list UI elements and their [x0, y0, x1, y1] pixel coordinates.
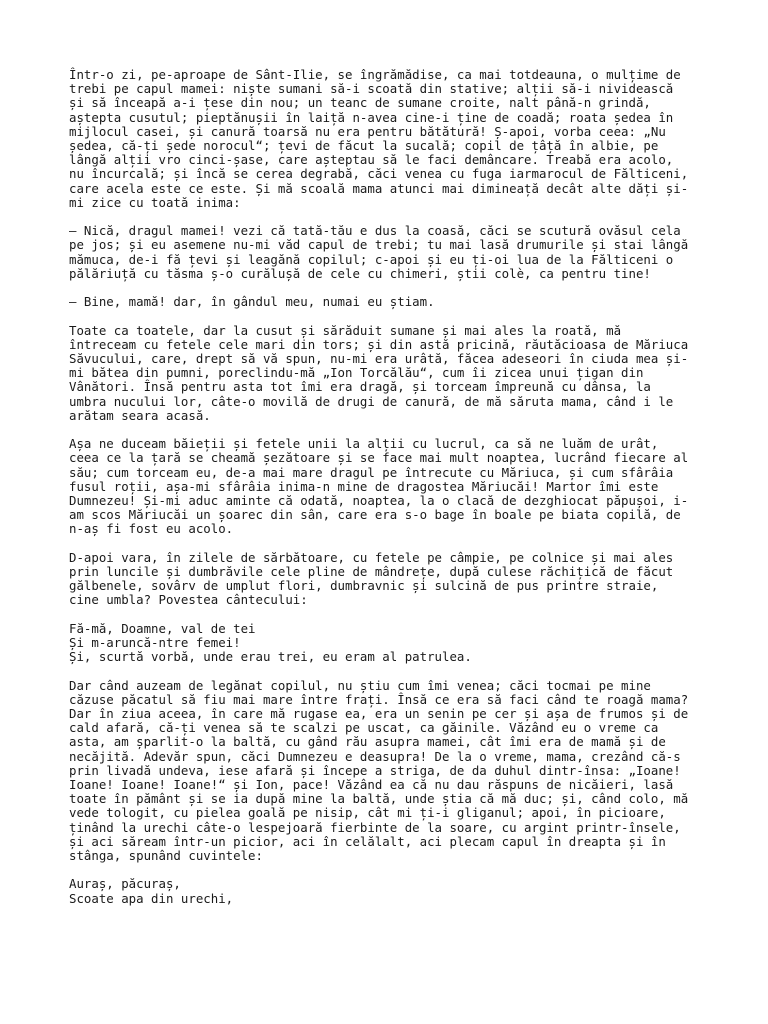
- verse-block-1: [69, 622, 709, 665]
- verse-line: Auraș, păcuraș,: [69, 876, 181, 892]
- verse-block-2: [69, 877, 709, 905]
- verse-line: Și, scurtă vorbă, unde erau trei, eu eram al patrulea.: [69, 649, 472, 665]
- verse-line: Fă-mă, Doamne, val de tei: [69, 620, 256, 636]
- paragraph-3: — Bine, mamă! dar, în gândul meu, numai eu știam.: [69, 294, 435, 310]
- paragraph-4: Toate ca toatele, dar la cusut și sărăduit sumane și mai ales la roată, mă întreceam cu fetele cele mari din tors; și din astă pricină, răutăcioasa de Măriuca Săvucului, care, drept să vă spun, nu-mi era urâtă, făcea adeseori în ciuda mea și- mi bătea din pumni, poreclindu-mă „Ion Torcălău“, cum îi zicea unui țigan din Vânători. Însă pentru asta tot îmi era dragă, și torceam împreună cu dânsa, la umbra nucului lor, câte-o movilă de drugi de canură, de mă săruta mama, când i le arătam seara acasă.: [69, 322, 689, 423]
- paragraph-6: D-apoi vara, în zilele de sărbătoare, cu fetele pe câmpie, pe colnice și mai ales prin luncile și dumbrăvile cele pline de mândrețe, după culese răchițică de făcut gălbenele, sovârv de umplut flori, dumbravnic și sulcină de pus printre straie, cine umbla? Povestea cântecului:: [69, 549, 674, 608]
- paragraph-7: Dar când auzeam de legănat copilul, nu știu cum îmi venea; căci tocmai pe mine căzuse păcatul să fiu mai mare între frați. Însă ce era să faci când te roagă mama? Dar în ziua aceea, în care mă rugase ea, era un senin pe cer și așa de frumos și de cald afară, că-ți venea să te scalzi pe uscat, ca găinile. Văzând eu o vreme ca asta, am șparlit-o la baltă, cu gând rău asupra mamei, cât îmi era de mamă și de necăjită. Adevăr spun, căci Dumnezeu e deasupra! De la o vreme, mama, crezând că-s prin livadă undeva, iese afară și începe a striga, de da duhul dintr-însa: „Ioane! Ioane! Ioane! Ioane!“ și Ion, pace! Văzând ea că nu dau răspuns de nicăieri, lasă toate în pământ și se ia după mine la baltă, unde știa că mă duc; și, când colo, mă vede tologit, cu pielea goală pe nisip, cât mi ți-i gliganul; apoi, în picioare, ținând la urechi câte-o lespejoară fierbinte de la soare, cu argint printr-însele, și aci săream într-un picior, aci în celălalt, aci plecam capul în dreapta și în stânga, spunând cuvintele:: [69, 677, 689, 864]
- verse-line: Scoate apa din urechi,: [69, 890, 234, 906]
- paragraph-1: Într-o zi, pe-aproape de Sânt-Ilie, se îngrămădise, ca mai totdeauna, o mulțime de trebi pe capul mamei: niște sumani să-i scoată din stative; alții să-i nividească și să înceapă a-i țese din nou; un teanc de sumane croite, nalt până-n grindă, aștepta cusutul; pieptănușii în laiță n-avea cine-i ține de coadă; roata ședea în mijlocul casei, și canură toarsă nu era pentru bătătură! Ș-apoi, vorba ceea: „Nu ședea, că-ți șede norocul“; țevi de făcut la sucală; copil de țâță în albie, pe lângă alții vro cinci-șase, care așteptau să le faci demâncare. Treabă era acolo, nu încurcală; și încă se cerea degrabă, căci venea cu fuga iarmarocul de Fălticeni, care acela este ce este. Și mă scoală mama atunci mai dimineață decât alte dăți și- mi zice cu toată inima:: [69, 67, 689, 210]
- document-page: [69, 68, 709, 920]
- verse-line: Și m-aruncă-ntre femei!: [69, 635, 241, 651]
- paragraph-5: Așa ne duceam băieții și fetele unii la alții cu lucrul, ca să ne luăm de urât, ceea ce la țară se cheamă șezătoare și se face mai mult noaptea, lucrând fiecare al său; cum torceam eu, de-a mai mare dragul pe întrecute cu Măriuca, și cum sfârâia fusul roții, așa-mi sfârâia inima-n mine de dragostea Măriucăi! Martor îmi este Dumnezeu! Și-mi aduc aminte că odată, noaptea, la o clacă de dezghiocat păpușoi, i- am scos Măriucăi un șoarec din sân, care era s-o bage în boale pe biata copilă, de n-aș fi fost eu acolo.: [69, 436, 689, 537]
- paragraph-2: — Nică, dragul mamei! vezi că tată-tău e dus la coasă, căci se scutură ovăsul cela pe jos; și eu asemene nu-mi văd capul de trebi; tu mai lasă drumurile și stai lângă mămuca, de-i fă țevi și leagănă copilul; c-apoi și eu ți-oi lua de la Fălticeni o pălăriuță cu tăsma ș-o curălușă de cele cu chimeri, știi colè, ca pentru tine!: [69, 223, 689, 281]
